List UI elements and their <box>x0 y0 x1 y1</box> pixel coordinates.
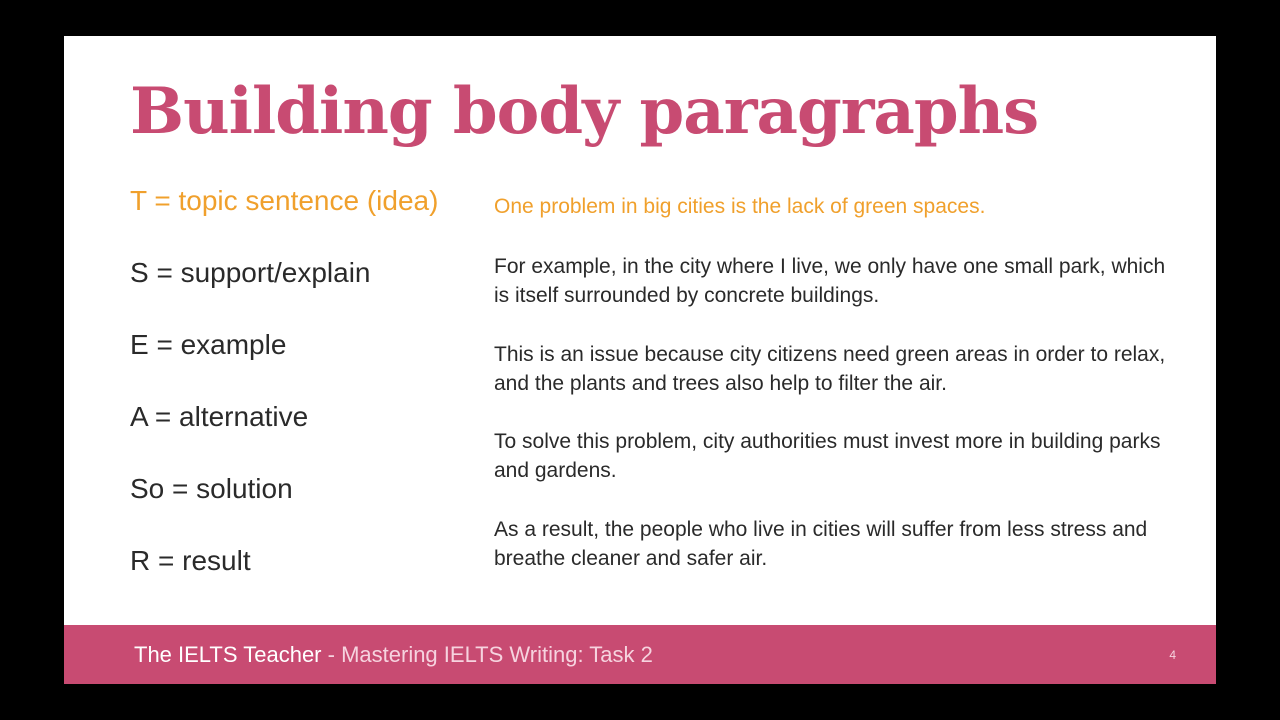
slide <box>64 36 1216 684</box>
footer-course: Mastering IELTS Writing: Task 2 <box>341 642 653 667</box>
footer-brand: The IELTS Teacher <box>134 642 322 667</box>
paragraph-result: As a result, the people who live in cities will suffer from less stress and breathe cleaner and safer air. <box>494 518 1148 570</box>
key-topic-sentence: T = topic sentence (idea) <box>130 185 439 216</box>
key-result: R = result <box>130 545 251 576</box>
footer-separator: - <box>321 642 342 667</box>
key-alternative: A = alternative <box>130 401 309 432</box>
key-support: S = support/explain <box>130 257 371 288</box>
paragraph-example: For example, in the city where I live, we only have one small park, which is itself surrounded by concrete buildings. <box>494 255 1166 307</box>
footer-text <box>134 641 653 669</box>
paragraph-support: This is an issue because city citizens need green areas in order to relax, and the plants and trees also help to filter the air. <box>494 343 1166 395</box>
paragraph-solution: To solve this problem, city authorities must invest more in building parks and gardens. <box>494 430 1161 482</box>
slide-title: Building body paragraphs <box>130 74 1039 149</box>
key-example: E = example <box>130 329 287 360</box>
paragraph-topic-sentence: One problem in big cities is the lack of green spaces. <box>494 195 986 218</box>
footer-bar <box>64 625 1216 684</box>
page-number: 4 <box>1169 648 1176 662</box>
key-solution: So = solution <box>130 473 293 504</box>
